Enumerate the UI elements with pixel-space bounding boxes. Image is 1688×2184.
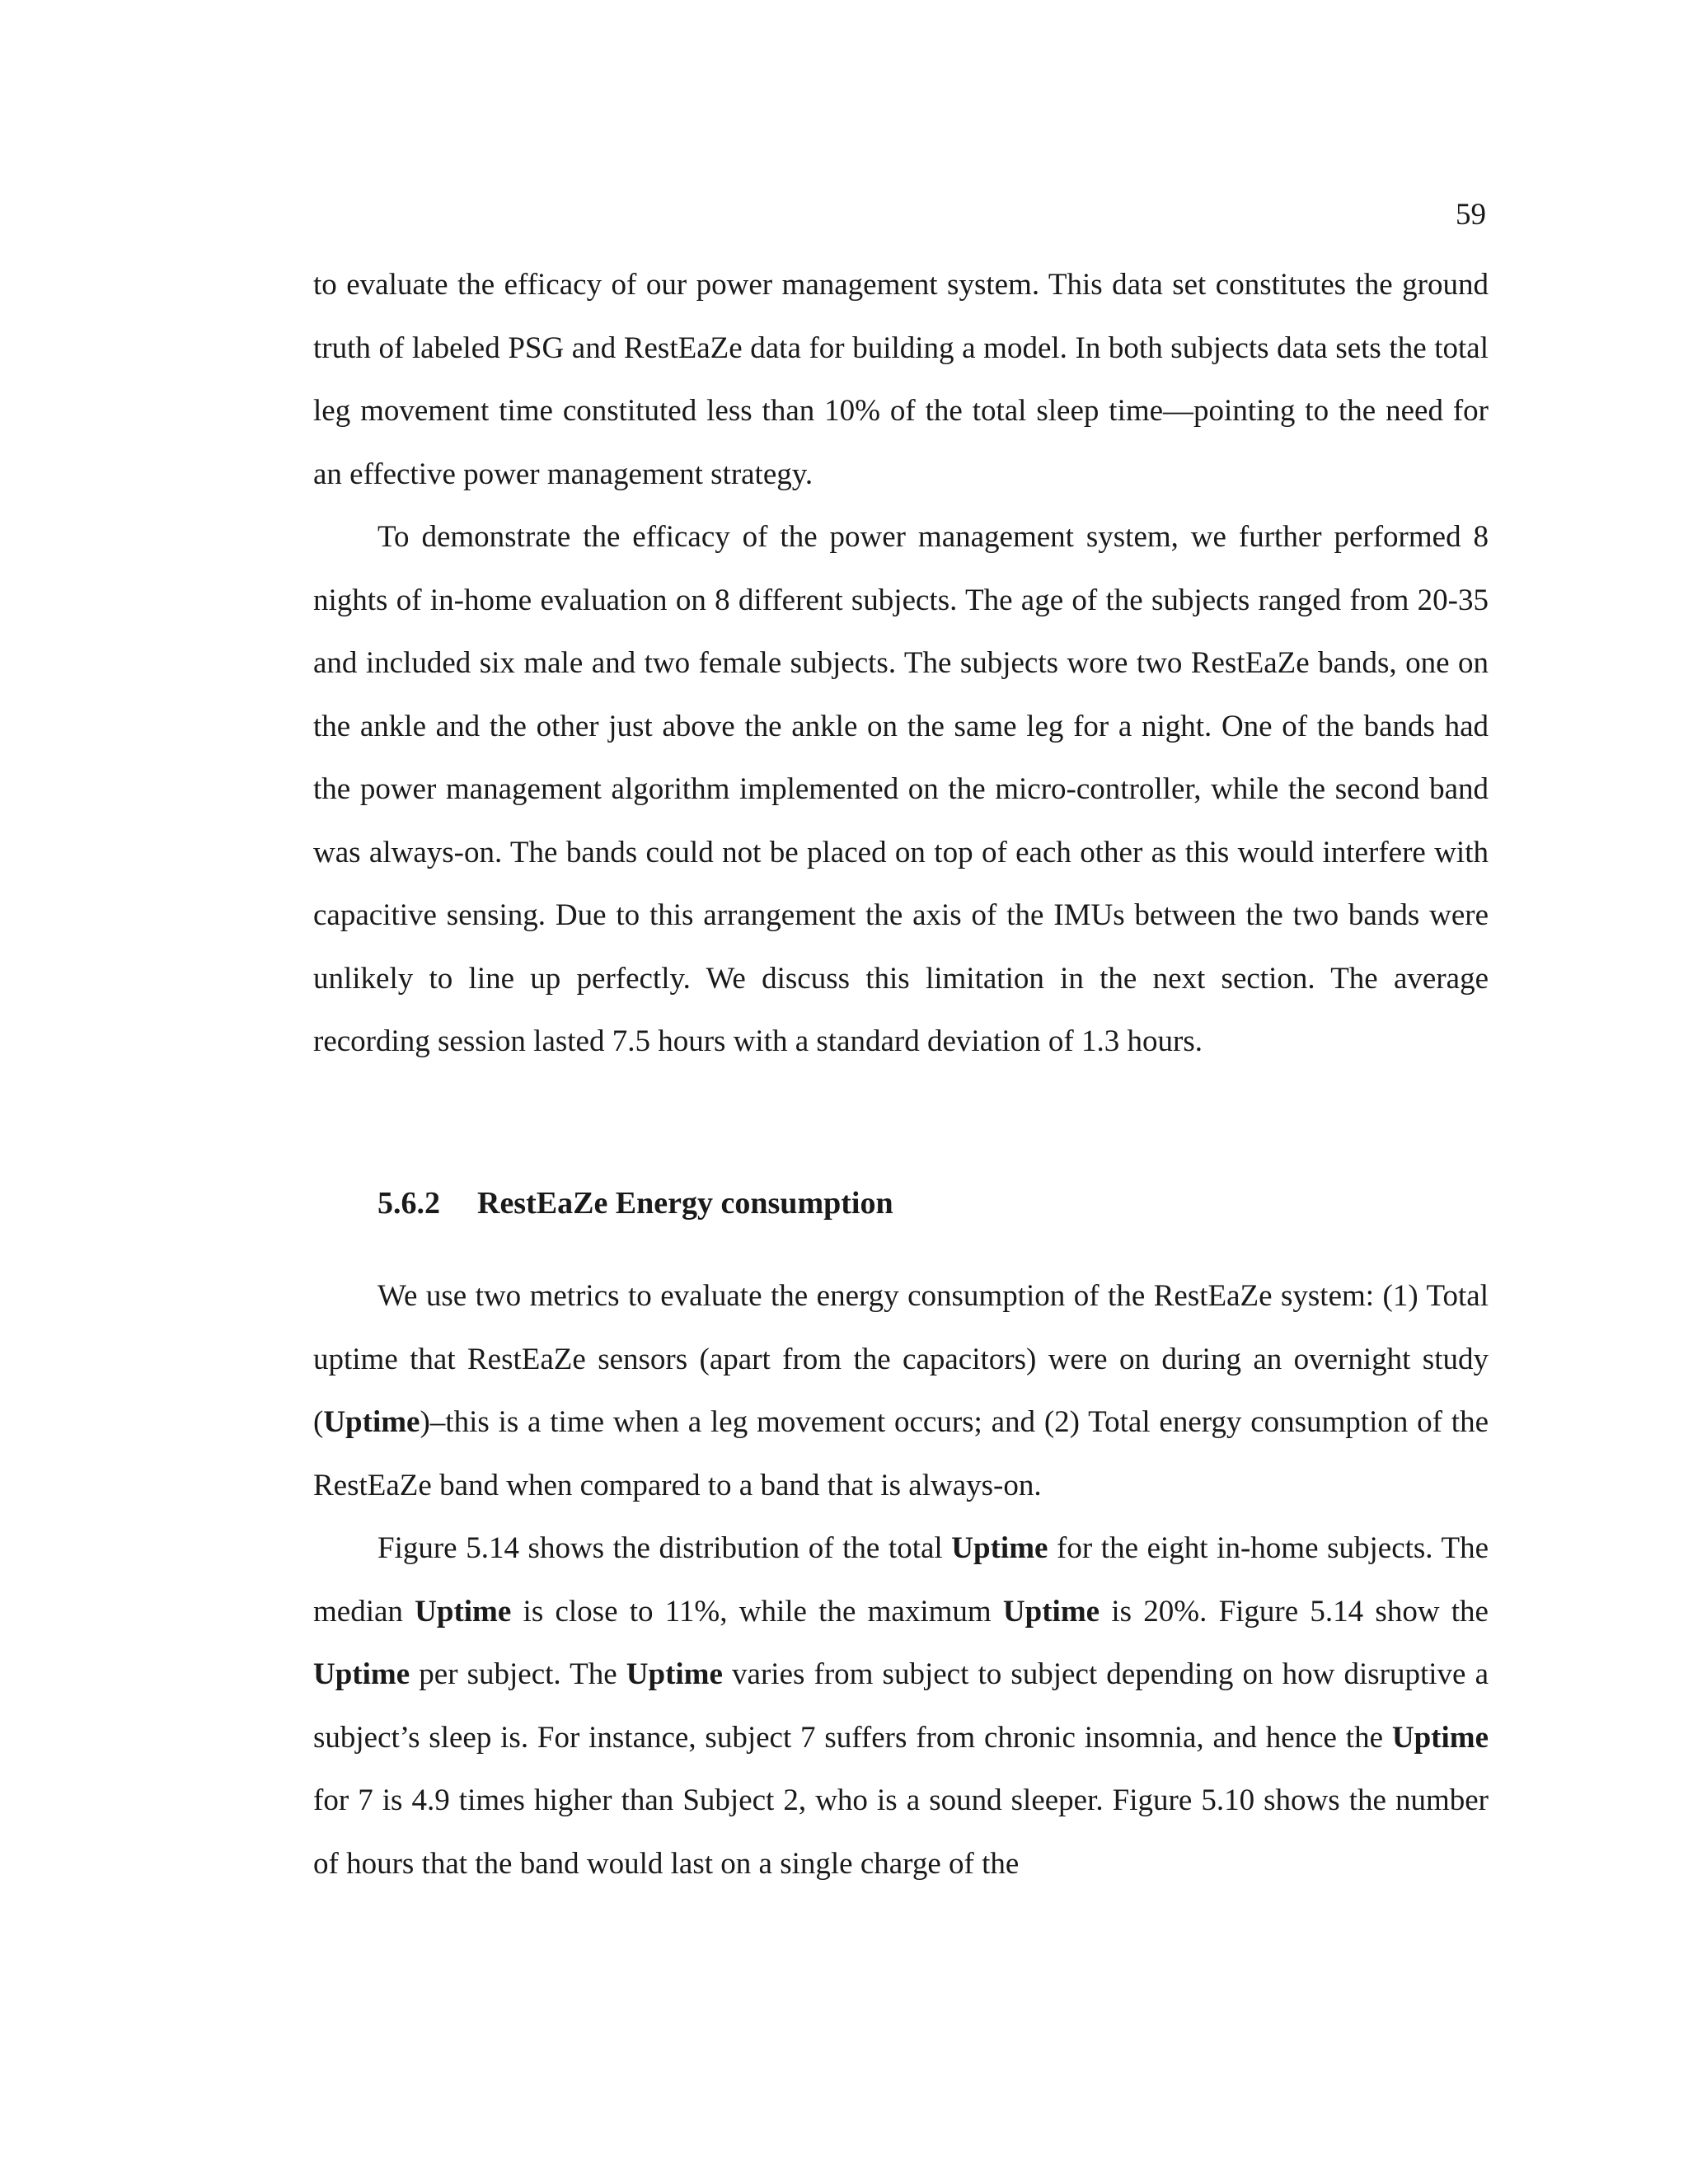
text-run: varies from subject to subject depending on how disruptive a subject’s sleep is. For instance, subject 7 suffers from chronic insomnia, and hence the [313,1657,1489,1755]
text-run: per subject. The [410,1657,626,1691]
paragraph-continued: to evaluate the efficacy of our power management system. This data set constitutes the ground truth of labeled PSG and RestEaZe data for building a model. In both subjects data sets the total leg movement time constituted less than 10% of the total sleep time—pointing to the need for an effective power management strategy. [313,268,1489,491]
text-run: for the eight in-home subjects. The median [313,1531,1489,1629]
text-run: We use two metrics to evaluate the energy consumption of the RestEaZe system: (1) Total uptime that RestEaZe sensors (apart from the capacitors) were on during an overnight study ( [313,1279,1489,1439]
term-uptime: Uptime [415,1594,512,1629]
text-run: is 20%. Figure 5.14 show the [1100,1594,1489,1629]
term-uptime: Uptime [1002,1594,1100,1629]
body-text-top [313,254,1489,1074]
paragraph-in-home-evaluation: To demonstrate the efficacy of the power management system, we further performed 8 nights of in-home evaluation on 8 different subjects. The age of the subjects ranged from 20-35 and included six male and two female subjects. The subjects wore two RestEaZe bands, one on the ankle and the other just above the ankle on the same leg for a night. One of the bands had the power management algorithm implemented on the micro-controller, while the second band was always-on. The bands could not be placed on top of each other as this would interfere with capacitive sensing. Due to this arrangement the axis of the IMUs between the two bands were unlikely to line up perfectly. We discuss this limitation in the next section. The average recording session lasted 7.5 hours with a standard deviation of 1.3 hours. [313,520,1489,1058]
text-run: for 7 is 4.9 times higher than Subject 2, who is a sound sleeper. Figure 5.10 shows the number of hours that the band would last on a single charge of the [313,1783,1489,1881]
section-title: RestEaZe Energy consumption [477,1186,893,1221]
text-run: )–this is a time when a leg movement occurs; and (2) Total energy consumption of the RestEaZe band when compared to a band that is always-on. [313,1405,1489,1502]
section-heading [377,1185,893,1223]
term-uptime: Uptime [313,1657,410,1691]
paragraph-metrics [313,1265,1489,1517]
text-run: is close to 11%, while the maximum [511,1594,1003,1629]
term-uptime: Uptime [323,1405,420,1439]
term-uptime: Uptime [951,1531,1048,1565]
term-uptime: Uptime [1391,1720,1489,1755]
body-text-bottom [313,1265,1489,1896]
section-number: 5.6.2 [377,1186,440,1221]
paragraph-uptime-results [313,1517,1489,1896]
text-run: Figure 5.14 shows the distribution of the total [377,1531,952,1565]
page-number: 59 [1456,198,1486,232]
term-uptime: Uptime [626,1657,723,1691]
